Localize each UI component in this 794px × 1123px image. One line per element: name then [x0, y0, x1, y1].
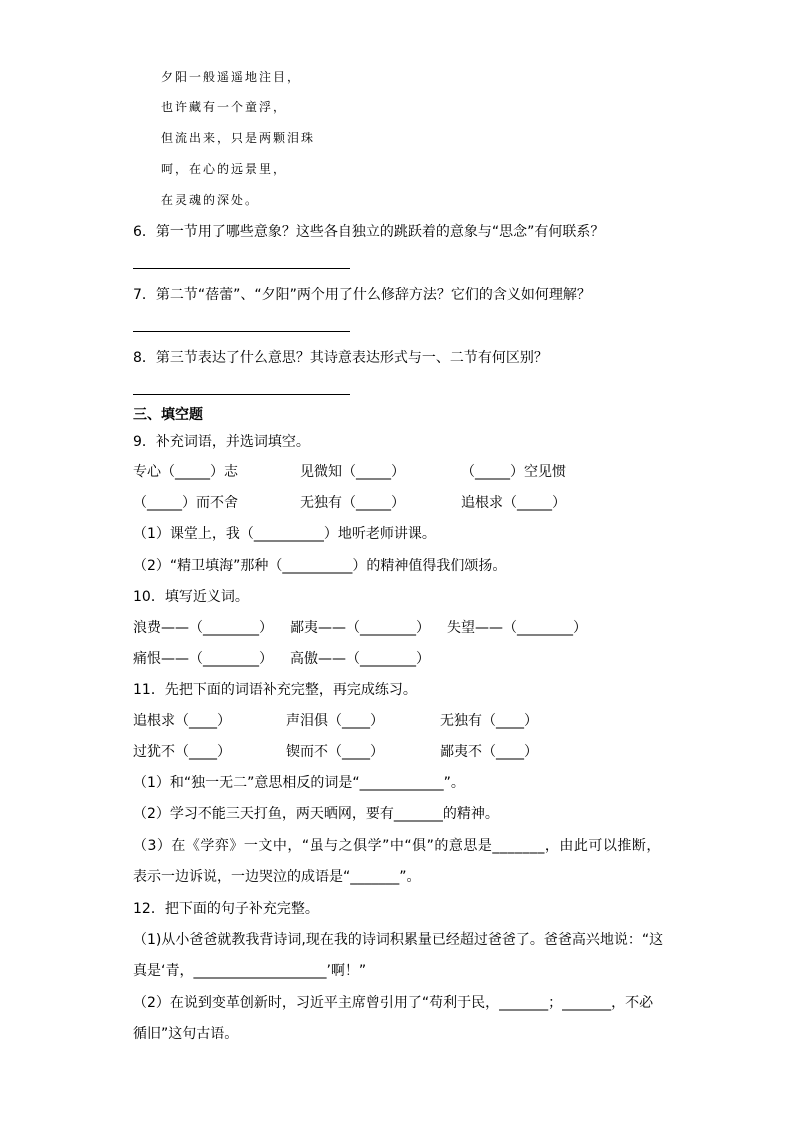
word-item[interactable]: 鄙夷不（____） [440, 744, 538, 760]
question-7: 7．第二节“蓓蕾”、“夕阳”两个用了什么修辞方法？它们的含义如何理解？ [133, 287, 591, 303]
question-12-sub1[interactable]: （1)从小爸爸就教我背诗词,现在我的诗词积累量已经超过爸爸了。爸爸高兴地说：“这 [133, 932, 664, 948]
word-item[interactable]: 无独有（_____） [300, 495, 405, 511]
synonym-item[interactable]: 鄙夷——（________） [290, 620, 430, 636]
question-9-sub2[interactable]: （2）“精卫填海”那种（__________）的精神值得我们颂扬。 [133, 558, 507, 574]
word-item[interactable]: 锲而不（____） [286, 744, 384, 760]
question-11-sub3[interactable]: （3）在《学弈》一文中，“虽与之俱学”中“俱”的意思是_______，由此可以推断， [133, 838, 661, 854]
question-11-sub2[interactable]: （2）学习不能三天打鱼，两天晒网，要有_______的精神。 [133, 806, 499, 822]
question-12-stem: 12．把下面的句子补充完整。 [133, 901, 319, 917]
question-12-sub2-cont[interactable]: 循旧”这句古语。 [133, 1026, 239, 1042]
question-11-sub1[interactable]: （1）和“独一无二”意思相反的词是“____________”。 [133, 775, 465, 791]
synonym-item[interactable]: 高傲——（________） [290, 651, 430, 667]
poem-line: 夕阳一般遥遥地注目， [161, 70, 302, 84]
section-title: 三、填空题 [133, 407, 203, 423]
word-item[interactable]: 过犹不（____） [133, 744, 231, 760]
word-item[interactable]: （_____）而不舍 [133, 495, 238, 511]
question-9-sub1[interactable]: （1）课堂上，我（__________）地听老师讲课。 [133, 526, 436, 542]
word-item[interactable]: 追根求（____） [133, 713, 231, 729]
word-item[interactable]: 见微知（_____） [300, 464, 405, 480]
poem-line: 在灵魂的深处。 [161, 193, 260, 207]
answer-line-6[interactable] [133, 268, 350, 269]
word-item[interactable]: 专心（_____）志 [133, 464, 238, 480]
answer-line-8[interactable] [133, 394, 350, 395]
poem-line: 呵，在心的远景里， [161, 162, 288, 176]
synonym-item[interactable]: 失望——（________） [447, 620, 587, 636]
question-10-stem: 10．填写近义词。 [133, 589, 249, 605]
synonym-item[interactable]: 痛恨——（________） [133, 651, 273, 667]
answer-line-7[interactable] [133, 331, 350, 332]
poem-line: 也许藏有一个童浮， [161, 100, 288, 114]
question-6: 6．第一节用了哪些意象？这些各自独立的跳跃着的意象与“思念”有何联系？ [133, 224, 605, 240]
word-item[interactable]: 追根求（_____） [461, 495, 566, 511]
question-11-sub3-cont[interactable]: 表示一边诉说，一边哭泣的成语是“_______”。 [133, 869, 421, 885]
synonym-item[interactable]: 浪费——（________） [133, 620, 273, 636]
question-9-stem: 9．补充词语，并选词填空。 [133, 434, 310, 450]
word-item[interactable]: （_____）空见惯 [461, 464, 566, 480]
question-8: 8．第三节表达了什么意思？其诗意表达形式与一、二节有何区别？ [133, 350, 548, 366]
question-12-sub2[interactable]: （2）在说到变革创新时，习近平主席曾引用了“苟利于民，_______；_______，不必 [133, 995, 654, 1011]
question-12-sub1-cont[interactable]: 真是‘青，___________________’啊！” [133, 963, 367, 979]
word-item[interactable]: 声泪俱（____） [286, 713, 384, 729]
word-item[interactable]: 无独有（____） [440, 713, 538, 729]
question-11-stem: 11．先把下面的词语补充完整，再完成练习。 [133, 682, 417, 698]
poem-line: 但流出来，只是两颗泪珠 [161, 131, 316, 145]
